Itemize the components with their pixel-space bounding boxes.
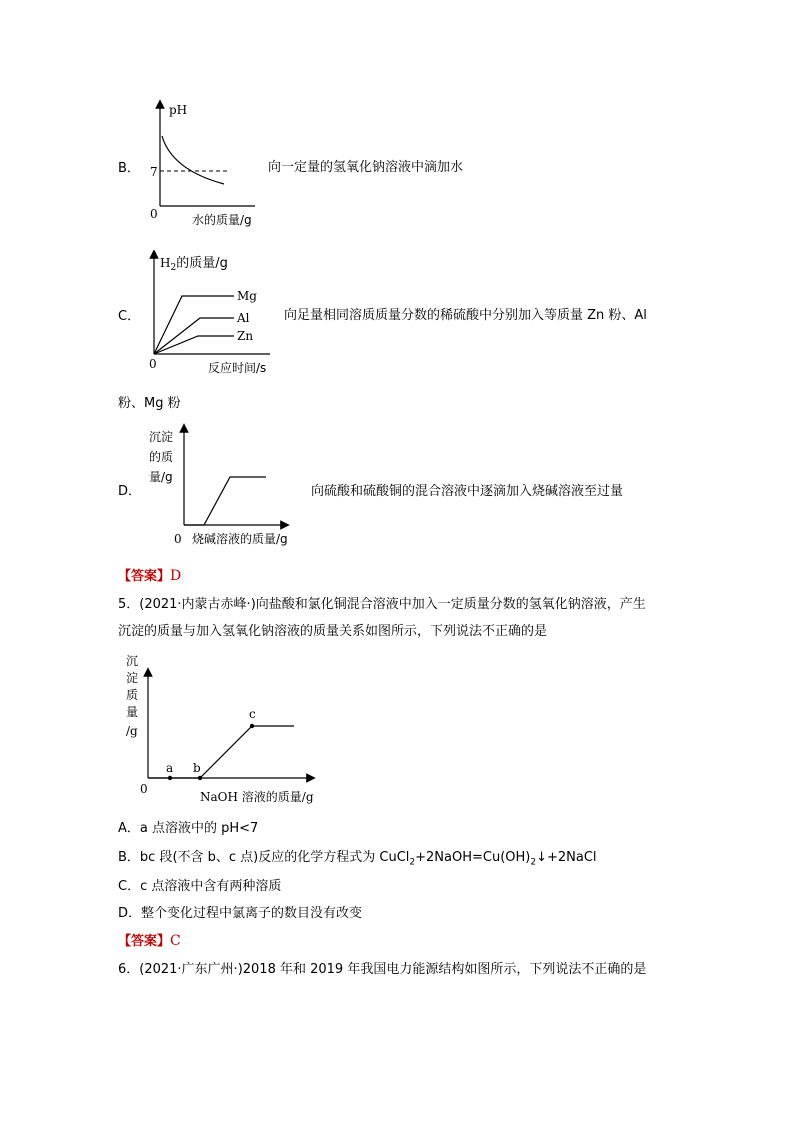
option-c-label: C． — [118, 309, 141, 324]
y-tick-7: 7 — [150, 165, 158, 179]
y-axis-label-3: 量/g — [149, 470, 173, 484]
q5-line-2: 沉淀的质量与加入氢氧化钠溶液的质量关系如图所示，下列说法不正确的是 — [118, 624, 548, 639]
origin-label: 0 — [150, 207, 158, 221]
q5-option-d: D．整个变化过程中氯离子的数目没有改变 — [118, 906, 363, 921]
q5-line-1: 5．(2021·内蒙古赤峰·)向盐酸和氯化铜混合溶液中加入一定质量分数的氢氧化钠溶液，产生 — [118, 597, 646, 612]
x-axis-label: 水的质量/g — [192, 213, 252, 227]
option-c-graph — [140, 250, 280, 378]
option-b-text: 向一定量的氢氧化钠溶液中滴加水 — [268, 160, 464, 175]
option-b-label: B． — [118, 161, 140, 176]
q5-option-b: B．bc 段(不含 b、c 点)反应的化学方程式为 $CuCl_2+2NaOH=Cu(OH)_2↓+2NaCl$ — [118, 850, 597, 868]
y-axis-label-1: 沉淀 — [149, 430, 174, 444]
series-label-zn: Zn — [237, 329, 254, 343]
x-axis-label: 反应时间/s — [208, 361, 267, 375]
precipitate-line — [184, 477, 266, 525]
origin-label: 0 — [174, 532, 182, 546]
origin-label: 0 — [149, 357, 157, 371]
y-axis-label-2: 的质 — [149, 450, 174, 464]
y-axis-label: $H_2$的质量/g — [160, 256, 228, 273]
y-axis-char-4: 量 — [126, 705, 139, 719]
point-a — [168, 776, 172, 780]
option-d-graph — [140, 422, 315, 552]
x-axis-label: NaOH 溶液的质量/g — [200, 790, 314, 804]
point-b — [198, 776, 202, 780]
option-d-label: D． — [118, 484, 142, 499]
series-label-al: Al — [237, 311, 250, 325]
y-axis-label: pH — [169, 103, 188, 117]
y-axis-char-3: 质 — [126, 688, 139, 702]
point-label-a: a — [166, 761, 174, 775]
ph-curve — [162, 136, 224, 184]
q5-graph — [118, 648, 333, 808]
point-c — [250, 724, 254, 728]
y-axis-char-1: 沉 — [126, 654, 139, 668]
option-c-text-cont: 粉、Mg 粉 — [118, 396, 181, 411]
answer-5: 【答案】C — [118, 933, 181, 949]
point-label-b: b — [193, 761, 201, 775]
q5-option-a: A．a 点溶液中的 pH<7 — [118, 821, 259, 836]
q6-line-1: 6．(2021·广东广州·)2018 年和 2019 年我国电力能源结构如图所示，下列说法不正确的是 — [118, 962, 647, 977]
series-label-mg: Mg — [237, 289, 257, 303]
origin-label: 0 — [140, 782, 148, 796]
q5-option-c: C．c 点溶液中含有两种溶质 — [118, 879, 282, 894]
x-axis-label: 烧碱溶液的质量/g — [192, 532, 288, 546]
y-axis-char-5: /g — [126, 724, 138, 738]
option-c-text: 向足量相同溶质质量分数的稀硫酸中分别加入等质量 Zn 粉、Al — [284, 308, 647, 323]
answer-4: 【答案】D — [118, 568, 182, 584]
y-axis-char-2: 淀 — [126, 671, 139, 685]
option-d-text: 向硫酸和硫酸铜的混合溶液中逐滴加入烧碱溶液至过量 — [311, 484, 624, 499]
point-label-c: c — [249, 707, 256, 721]
option-b-graph — [140, 98, 270, 233]
